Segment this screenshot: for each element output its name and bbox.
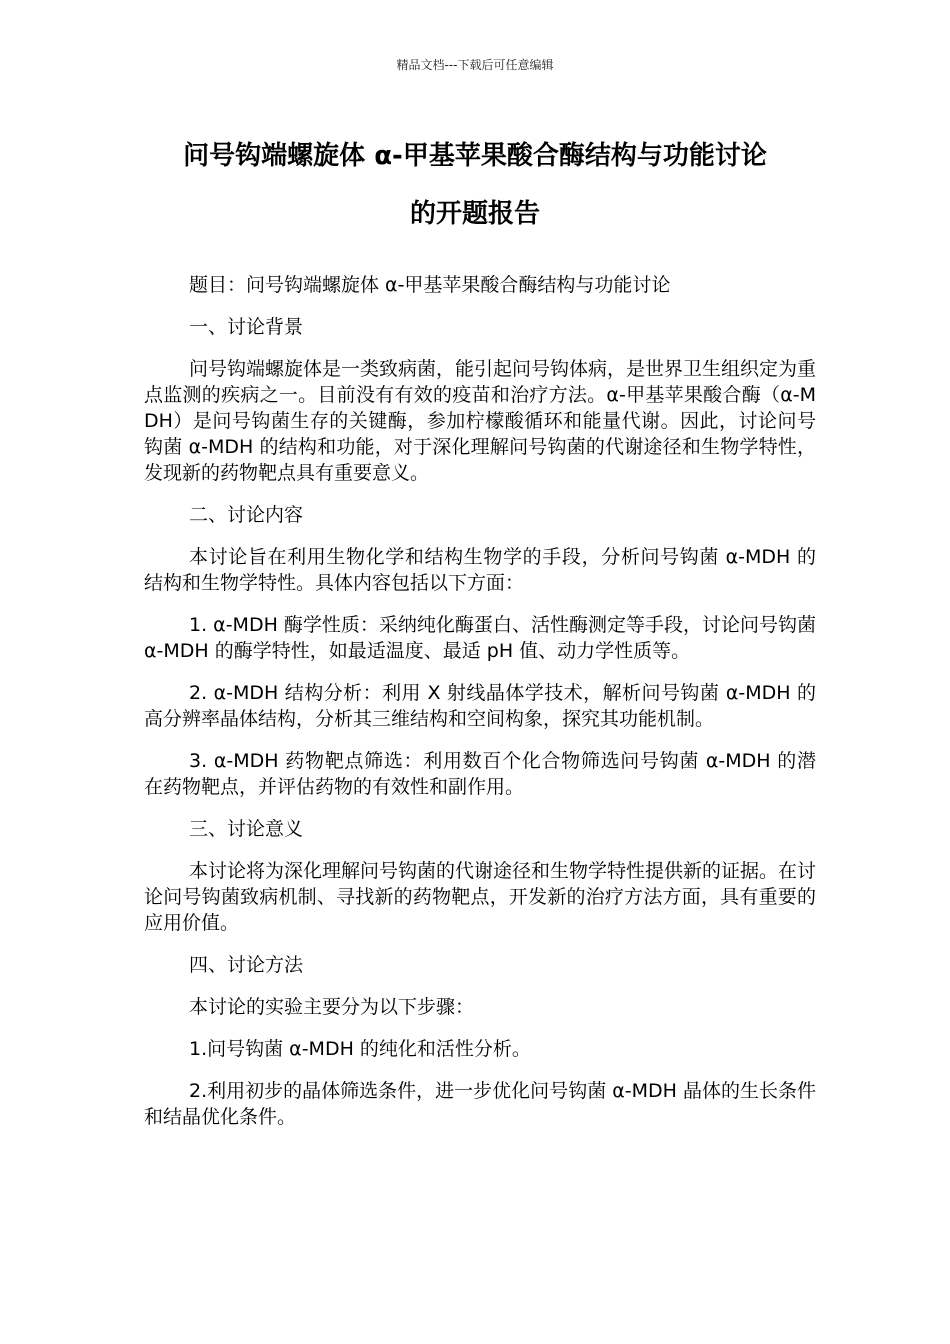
content-intro-paragraph: 本讨论旨在利用生物化学和结构生物学的手段，分析问号钩菌 α-MDH 的结构和生物学特性。具体内容包括以下方面：: [144, 546, 816, 594]
header-note: 精品文档---下载后可任意编辑: [396, 58, 554, 72]
background-paragraph: 问号钩端螺旋体是一类致病菌，能引起问号钩体病，是世界卫生组织定为重点监测的疾病之一。目前没有有效的疫苗和治疗方法。α-甲基苹果酸合酶（α-MDH）是问号钩菌生存的关键酶，参加柠檬酸循环和能量代谢。因此，讨论问号钩菌 α-MDH 的结构和功能，对于深化理解问号钩菌的代谢途径和生物学特性，发现新的药物靶点具有重要意义。: [144, 358, 817, 484]
document-title-line-1: 问号钩端螺旋体 α-甲基苹果酸合酶结构与功能讨论: [183, 141, 767, 171]
method-step-2: 2.利用初步的晶体筛选条件，进一步优化问号钩菌 α-MDH 晶体的生长条件和结晶优化条件。: [144, 1080, 816, 1128]
content-item-1: 1. α-MDH 酶学性质：采纳纯化酶蛋白、活性酶测定等手段，讨论问号钩菌 α-MDH 的酶学特性，如最适温度、最适 pH 值、动力学性质等。: [144, 614, 816, 662]
section-heading-significance: 三、讨论意义: [189, 818, 304, 840]
section-heading-background: 一、讨论背景: [189, 316, 304, 338]
document-body: [144, 272, 816, 1146]
topic-line: 题目：问号钩端螺旋体 α-甲基苹果酸合酶结构与功能讨论: [189, 274, 671, 296]
methods-intro: 本讨论的实验主要分为以下步骤：: [189, 996, 475, 1018]
significance-paragraph: 本讨论将为深化理解问号钩菌的代谢途径和生物学特性提供新的证据。在讨论问号钩菌致病机制、寻找新的药物靶点，开发新的治疗方法方面，具有重要的应用价值。: [144, 860, 817, 934]
content-item-2: 2. α-MDH 结构分析：利用 X 射线晶体学技术，解析问号钩菌 α-MDH 的高分辨率晶体结构，分析其三维结构和空间构象，探究其功能机制。: [144, 682, 816, 730]
section-heading-content: 二、讨论内容: [189, 504, 304, 526]
document-title-line-2: 的开题报告: [409, 199, 540, 229]
section-heading-methods: 四、讨论方法: [189, 954, 304, 976]
method-step-1: 1.问号钩菌 α-MDH 的纯化和活性分析。: [189, 1038, 531, 1060]
content-item-3: 3. α-MDH 药物靶点筛选：利用数百个化合物筛选问号钩菌 α-MDH 的潜在药物靶点，并评估药物的有效性和副作用。: [144, 750, 816, 798]
